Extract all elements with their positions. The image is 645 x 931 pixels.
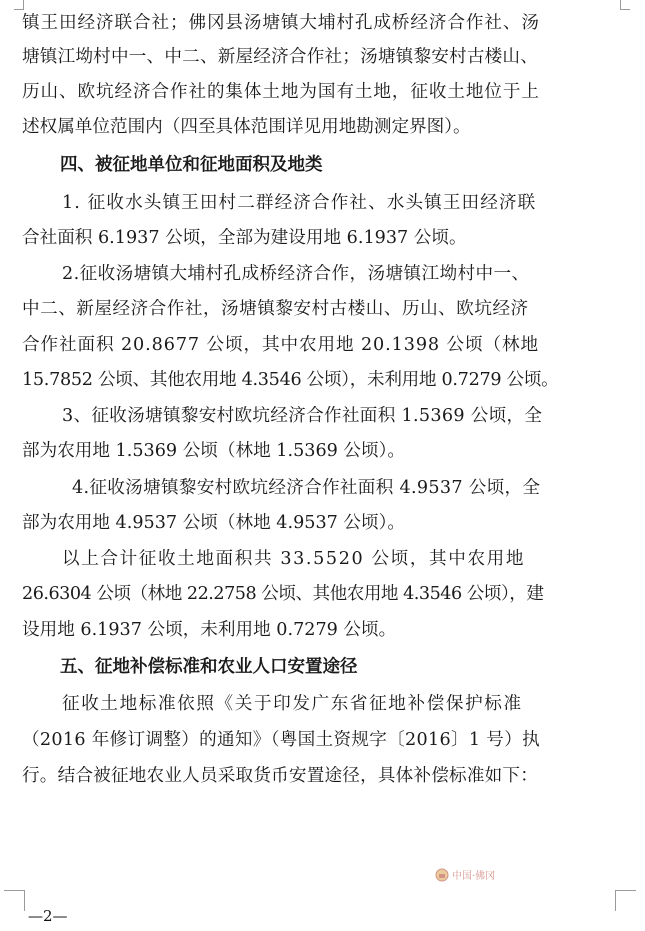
page-number: —2—	[28, 907, 68, 925]
emblem-icon	[435, 868, 449, 882]
corner-mark-bottom-right	[615, 890, 636, 911]
body-line: 以上合计征收土地面积共 33.5520 公顷，其中农用地	[62, 549, 526, 569]
body-line: 塘镇江坳村中一、中二、新屋经济合作社；汤塘镇黎安村古楼山、	[22, 47, 539, 67]
body-line: 征收土地标准依照《关于印发广东省征地补偿保护标准	[62, 694, 523, 714]
body-line: 15.7852 公顷、其他农用地 4.3546 公顷），未利用地 0.7279 公顷。	[22, 370, 559, 390]
body-line: 镇王田经济联合社；佛冈县汤塘镇大埔村孔成桥经济合作社、汤	[22, 13, 540, 33]
body-line: 部为农用地 4.9537 公顷（林地 4.9537 公顷）。	[22, 513, 406, 533]
body-line: 26.6304 公顷（林地 22.2758 公顷、其他农用地 4.3546 公顷），建	[22, 584, 544, 604]
corner-mark-bottom-left	[4, 890, 25, 911]
corner-mark-top-right	[620, 0, 630, 10]
body-line: 合社面积 6.1937 公顷，全部为建设用地 6.1937 公顷。	[22, 228, 467, 248]
body-line: 述权属单位范围内（四至具体范围详见用地勘测定界图）。	[22, 117, 471, 137]
body-line: 4.征收汤塘镇黎安村欧坑经济合作社面积 4.9537 公顷，全	[72, 478, 541, 498]
body-line: 行。结合被征地农业人员采取货币安置途径，具体补偿标准如下：	[22, 766, 539, 786]
body-line: 1. 征收水头镇王田村二群经济合作社、水头镇王田经济联	[62, 193, 537, 213]
watermark	[435, 867, 495, 882]
body-line: 历山、欧坑经济合作社的集体土地为国有土地，征收土地位于上	[22, 82, 540, 102]
watermark-text: 中国·佛冈	[452, 871, 496, 882]
section-heading-5: 五、征地补偿标准和农业人口安置途径	[60, 657, 358, 677]
body-line: 2.征收汤塘镇大埔村孔成桥经济合作，汤塘镇江坳村中一、	[62, 264, 530, 284]
body-line: 设用地 6.1937 公顷，未利用地 0.7279 公顷。	[22, 620, 397, 640]
body-line: 3、征收汤塘镇黎安村欧坑经济合作社面积 1.5369 公顷，全	[62, 406, 543, 426]
body-line: （2016 年修订调整）的通知》（粤国土资规字〔2016〕1 号）执	[22, 730, 540, 750]
body-line: 合作社面积 20.8677 公顷，其中农用地 20.1398 公顷（林地	[22, 335, 539, 355]
section-heading-4: 四、被征地单位和征地面积及地类	[60, 155, 323, 175]
body-line: 中二、新屋经济合作社，汤塘镇黎安村古楼山、历山、欧坑经济	[22, 299, 529, 319]
body-line: 部为农用地 1.5369 公顷（林地 1.5369 公顷）。	[22, 441, 406, 461]
